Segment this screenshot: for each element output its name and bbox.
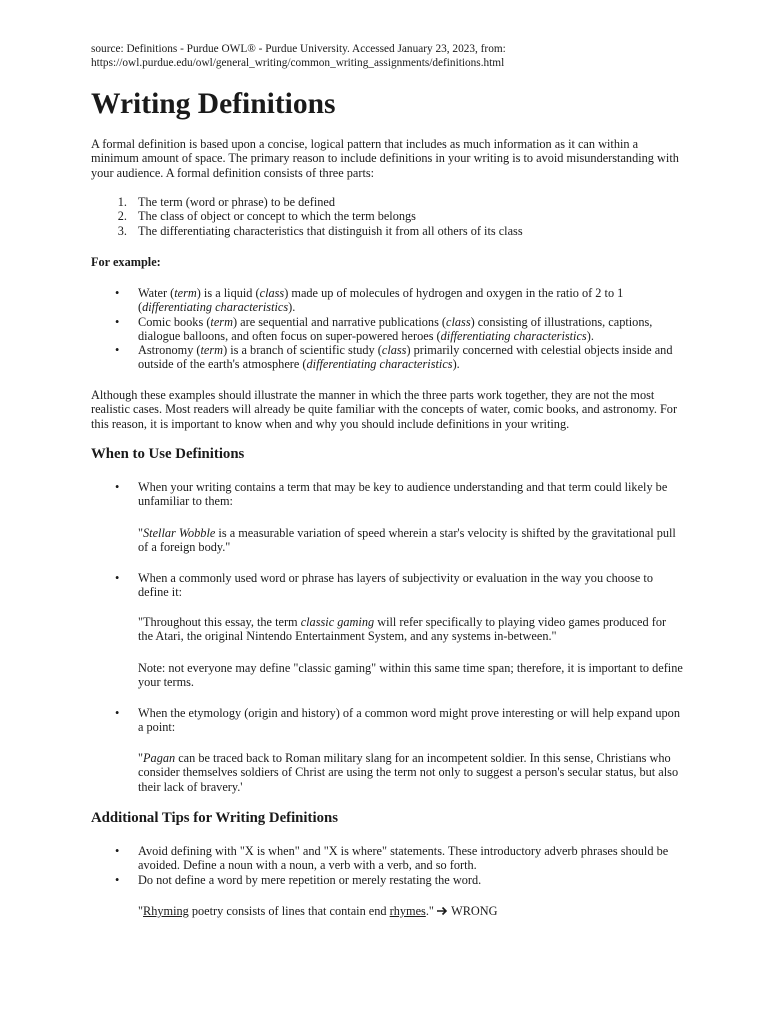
tips-heading: Additional Tips for Writing Definitions xyxy=(91,810,338,826)
when-bullet-1: When your writing contains a term that may be key to audience understanding and that term could likely be unfamiliar to them: xyxy=(138,480,668,509)
quote-classic-gaming: "Throughout this essay, the term classic gaming will refer specifically to playing video games produced for the Atari, the original Nintendo Entertainment System, and any systems in-between." xyxy=(138,615,667,644)
when-bullet-2: When a commonly used word or phrase has layers of subjectivity or evaluation in the way you choose to define it: xyxy=(138,571,653,600)
quote-pagan: "Pagan can be traced back to Roman military slang for an incompetent soldier. In this sense, Christians who consider themselves soldiers of Christ are using the term not only to suggest a person's secular status, but also their lack of bravery.' xyxy=(138,751,679,794)
page-title: Writing Definitions xyxy=(91,88,336,120)
verdict-label: WRONG xyxy=(451,904,498,918)
note-paragraph: Note: not everyone may define "classic gaming" within this same time span; therefore, it is important to define your terms. xyxy=(138,661,683,690)
bullet-icon: • xyxy=(115,571,120,585)
list-item: The class of object or concept to which the term belongs xyxy=(138,209,416,223)
source-citation xyxy=(91,43,691,70)
when-heading: When to Use Definitions xyxy=(91,446,245,462)
bullet-icon: • xyxy=(115,286,120,300)
underlined-word: rhymes xyxy=(389,904,426,918)
bullet-icon: • xyxy=(115,480,120,494)
example-astronomy: Astronomy (term) is a branch of scientific study (class) primarily concerned with celestial objects inside and outside of the earth's atmosphere (differentiating characteristics). xyxy=(138,343,673,372)
list-number: 1. xyxy=(117,195,127,209)
example-label: For example: xyxy=(91,255,161,269)
list-item: The term (word or phrase) to be defined xyxy=(138,195,336,209)
when-bullet-3: When the etymology (origin and history) of a common word might prove interesting or will help expand upon a point: xyxy=(138,706,680,735)
source-line-1: source: Definitions - Purdue OWL® - Purdue University. Accessed January 23, 2023, from: xyxy=(91,43,506,55)
tip-2: Do not define a word by mere repetition or merely restating the word. xyxy=(138,873,482,887)
tip-example: "Rhyming poetry consists of lines that contain end rhymes." WRONG xyxy=(138,904,498,918)
example-comics: Comic books (term) are sequential and narrative publications (class) consisting of illustrations, captions, dialogue balloons, and often focus on super-powered heroes (differentiating characteristics). xyxy=(138,315,653,344)
list-number: 2. xyxy=(117,209,127,223)
right-arrow-icon xyxy=(437,905,448,919)
bullet-icon: • xyxy=(115,706,120,720)
bullet-icon: • xyxy=(115,844,120,858)
quote-stellar-wobble: "Stellar Wobble is a measurable variation of speed wherein a star's velocity is shifted by the gravitational pull of a foreign body." xyxy=(138,526,676,555)
source-url: https://owl.purdue.edu/owl/general_writing/common_writing_assignments/definitions.html xyxy=(91,56,505,69)
intro-paragraph: A formal definition is based upon a concise, logical pattern that includes as much information as it can within a minimum amount of space. The primary reason to include definitions in your writing is to avoid misunderstanding with your audience. A formal definition consists of three parts: xyxy=(91,137,679,180)
underlined-word: Rhyming xyxy=(143,904,189,918)
bullet-icon: • xyxy=(115,343,120,357)
bullet-icon: • xyxy=(115,315,120,329)
bullet-icon: • xyxy=(115,873,120,887)
example-water: Water (term) is a liquid (class) made up of molecules of hydrogen and oxygen in the ratio of 2 to 1 (differentiating characteristics). xyxy=(138,286,624,315)
tip-1: Avoid defining with "X is when" and "X is where" statements. These introductory adverb phrases should be avoided. Define a noun with a noun, a verb with a verb, and so forth. xyxy=(138,844,669,873)
although-paragraph: Although these examples should illustrate the manner in which the three parts work together, they are not the most realistic cases. Most readers will already be quite familiar with the concepts of water, comic books, and astronomy. For this reason, it is important to know when and why you should include definitions in your writing. xyxy=(91,388,678,431)
list-item: The differentiating characteristics that distinguish it from all others of its class xyxy=(138,224,523,238)
list-number: 3. xyxy=(117,224,127,238)
